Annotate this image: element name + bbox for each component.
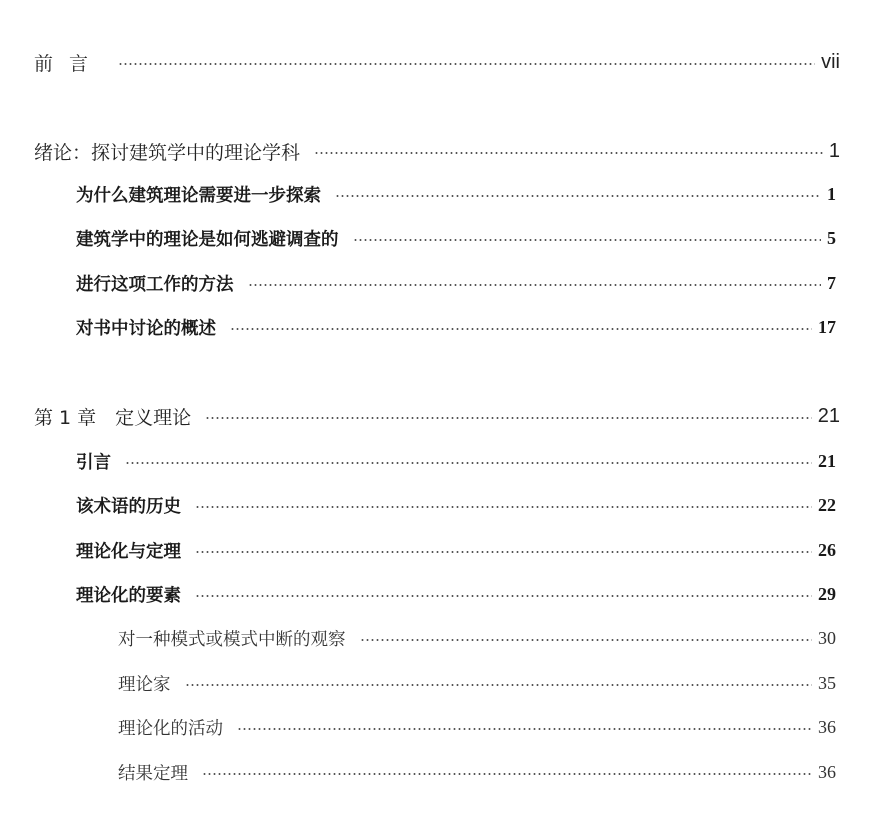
dot-leader: [195, 595, 812, 597]
dot-leader: [125, 462, 812, 464]
toc-entry-section[interactable]: [0, 312, 876, 342]
toc-page-number: 26: [818, 539, 836, 560]
toc-page-number: 5: [827, 227, 836, 248]
toc-entry-subsection[interactable]: [0, 712, 876, 742]
toc-title: 理论家: [118, 674, 171, 695]
toc-page-number: 1: [828, 139, 840, 162]
toc-entry-section[interactable]: [0, 535, 876, 565]
dot-leader: [353, 239, 822, 241]
toc-title: 引言: [76, 452, 111, 473]
dot-leader: [118, 63, 815, 65]
toc-title: 进行这项工作的方法: [76, 274, 234, 295]
dot-leader: [314, 152, 823, 154]
toc-page-number: 36: [818, 761, 836, 782]
toc-title: 前言: [34, 52, 105, 75]
toc-entry-section[interactable]: [0, 179, 876, 209]
dot-leader: [230, 328, 812, 330]
dot-leader: [195, 551, 812, 553]
toc-title: 第 1 章 定义理论: [34, 406, 192, 429]
toc-page-number: 7: [827, 272, 836, 293]
toc-entry-preface[interactable]: [0, 47, 876, 77]
toc-page-number: 17: [818, 316, 836, 337]
dot-leader: [205, 417, 812, 419]
dot-leader: [335, 195, 821, 197]
toc-title: 该术语的历史: [76, 496, 181, 517]
toc-entry-subsection[interactable]: [0, 623, 876, 653]
dot-leader: [185, 684, 813, 686]
toc-entry-section[interactable]: [0, 223, 876, 253]
toc-entry-introduction[interactable]: [0, 136, 876, 166]
toc-page-number: 30: [818, 627, 836, 648]
toc-page-number: 35: [818, 672, 836, 693]
toc-title: 理论化的活动: [118, 718, 223, 739]
toc-entry-section[interactable]: [0, 268, 876, 298]
dot-leader: [237, 728, 812, 730]
toc-entry-section[interactable]: [0, 579, 876, 609]
toc-entry-section[interactable]: [0, 446, 876, 476]
toc-title: 理论化与定理: [76, 541, 181, 562]
toc-title: 建筑学中的理论是如何逃避调查的: [76, 229, 339, 250]
toc-page-number: 36: [818, 716, 836, 737]
toc-page-number: 21: [817, 404, 840, 427]
dot-leader: [195, 506, 812, 508]
toc-title: 对一种模式或模式中断的观察: [118, 629, 346, 650]
toc-title: 理论化的要素: [76, 585, 181, 606]
toc-page-number: 29: [818, 583, 836, 604]
dot-leader: [360, 639, 813, 641]
toc-page-number: 1: [827, 183, 836, 204]
dot-leader: [202, 773, 812, 775]
toc-page-number: 21: [818, 450, 836, 471]
toc-entry-subsection[interactable]: [0, 668, 876, 698]
toc-entry-section[interactable]: [0, 490, 876, 520]
dot-leader: [248, 284, 822, 286]
toc-title: 结果定理: [118, 763, 188, 784]
toc-page-number: vii: [821, 50, 840, 73]
toc-page-number: 22: [818, 494, 836, 515]
toc-title: 绪论：探讨建筑学中的理论学科: [34, 141, 301, 164]
toc-entry-subsection[interactable]: [0, 757, 876, 787]
toc-title: 为什么建筑理论需要进一步探索: [76, 185, 321, 206]
toc-entry-chapter-1[interactable]: [0, 401, 876, 431]
toc-title: 对书中讨论的概述: [76, 318, 216, 339]
